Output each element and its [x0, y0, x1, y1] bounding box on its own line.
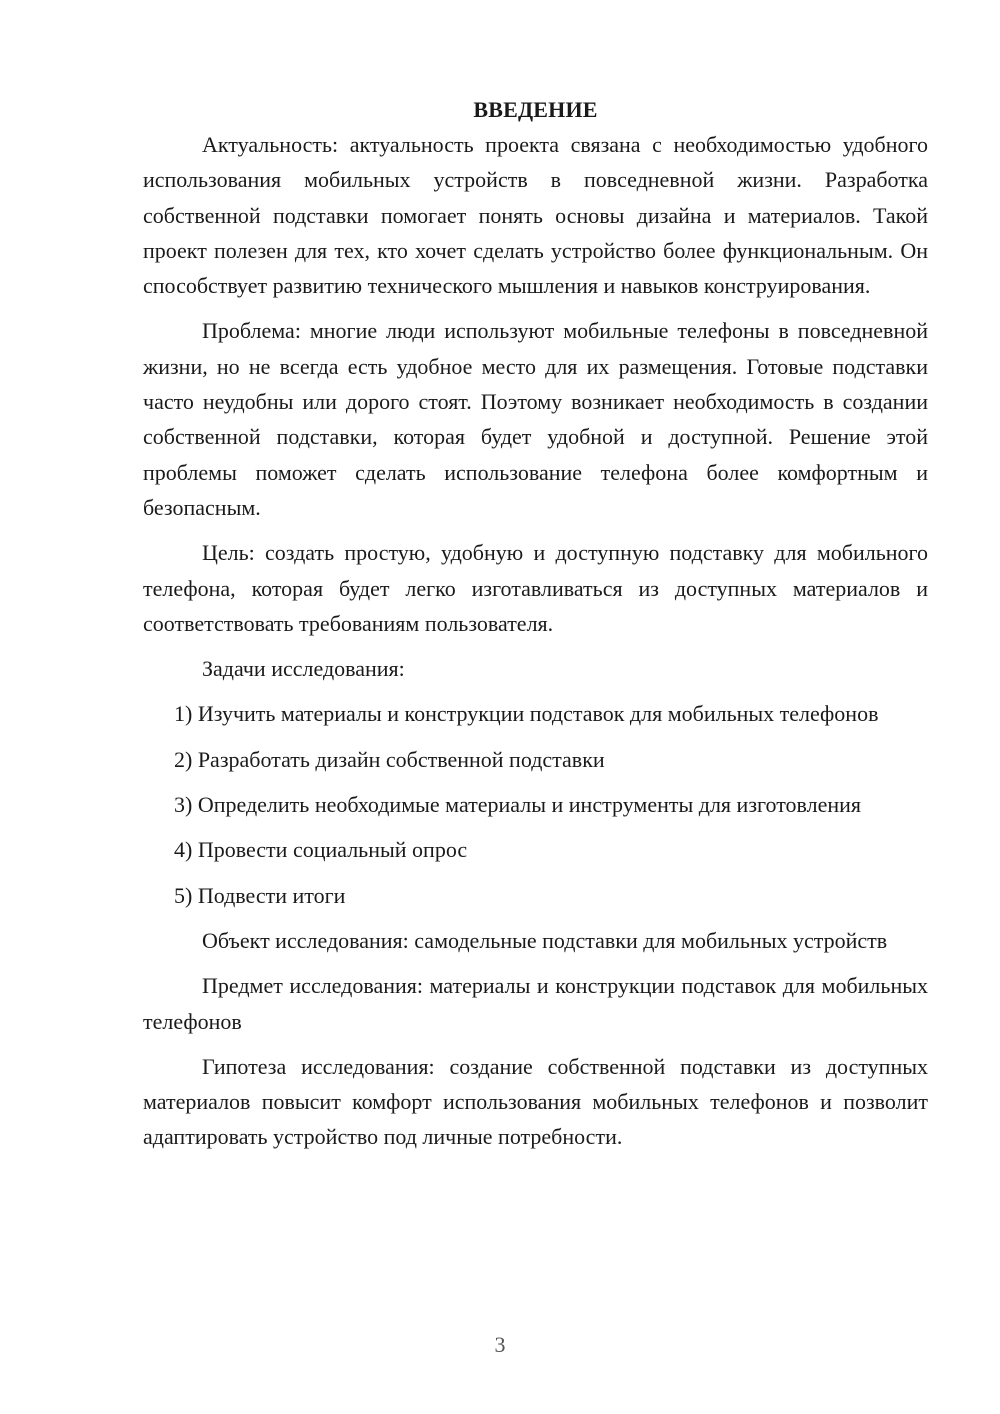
task-item: 2) Разработать дизайн собственной подставки [174, 746, 605, 772]
problem-paragraph: Проблема: многие люди используют мобильные телефоны в повседневной жизни, но не всегда есть удобное место для их размещения. Готовые подставки часто неудобны или дорого стоят. Поэтому возникает необходимость в создании собственной подставки, которая будет удобной и доступной. Решение этой проблемы поможет сделать использование телефона более комфортным и безопасным. [143, 318, 928, 520]
section-title: ВВЕДЕНИЕ [473, 97, 598, 122]
page-number: 3 [494, 1332, 506, 1357]
document-page [143, 92, 928, 1165]
task-item: 5) Подвести итоги [174, 882, 346, 908]
relevance-paragraph: Актуальность: актуальность проекта связана с необходимостью удобного использования мобильных устройств в повседневной жизни. Разработка собственной подставки помогает понять основы дизайна и материалов. Такой проект полезен для тех, кто хочет сделать устройство более функциональным. Он способствует развитию технического мышления и навыков конструирования. [143, 132, 928, 299]
goal-paragraph: Цель: создать простую, удобную и доступную подставку для мобильного телефона, которая будет легко изготавливаться из доступных материалов и соответствовать требованиям пользователя. [143, 540, 928, 636]
task-item: 4) Провести социальный опрос [174, 837, 468, 863]
task-item: 3) Определить необходимые материалы и инструменты для изготовления [174, 792, 862, 818]
hypothesis-paragraph: Гипотеза исследования: создание собственной подставки из доступных материалов повысит комфорт использования мобильных телефонов и позволит адаптировать устройство под личные потребности. [143, 1053, 928, 1150]
task-item: 1) Изучить материалы и конструкции подставок для мобильных телефонов [174, 701, 879, 727]
object-paragraph: Объект исследования: самодельные подставки для мобильных устройств [202, 927, 888, 953]
subject-paragraph: Предмет исследования: материалы и конструкции подставок для мобильных телефонов [143, 973, 928, 1034]
tasks-heading: Задачи исследования: [202, 656, 405, 682]
